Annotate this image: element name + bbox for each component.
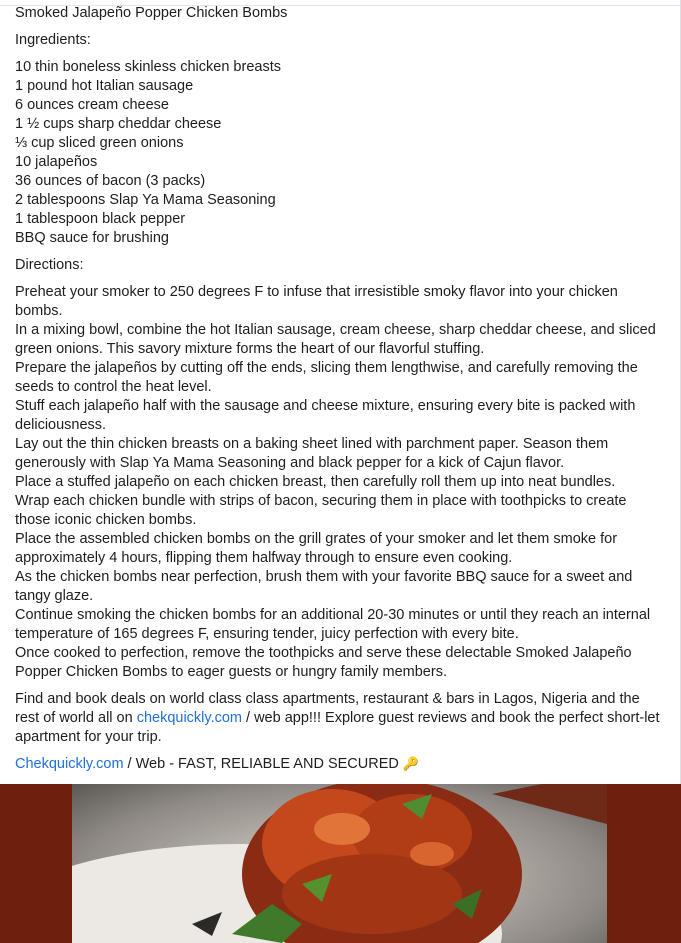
promo-text-after: / web app!!! Explore guest reviews and book the perfect short-let apartment for your trip. (15, 710, 660, 745)
promo-link[interactable]: chekquickly.com (136, 710, 242, 726)
promo-text-before: Find and book deals on world class class apartments, restaurant & bars in Lagos, Nigeria and the rest of world all on (15, 691, 640, 726)
footer-text: / Web - FAST, RELIABLE AND SECURED (123, 756, 403, 772)
list-item: ⅓ cup sliced green onions (15, 135, 184, 151)
directions-list (15, 283, 665, 682)
list-item: Lay out the thin chicken breasts on a baking sheet lined with parchment paper. Season them generously with Slap Ya Mama Seasoning and black pepper for a kick of Cajun flavor. (15, 436, 609, 471)
list-item: In a mixing bowl, combine the hot Italian sausage, cream cheese, sharp cheddar cheese, and sliced green onions. This savory mixture forms the heart of our flavorful stuffing. (15, 322, 656, 357)
ingredients-heading: Ingredients: (15, 32, 91, 48)
list-item: Wrap each chicken bundle with strips of bacon, securing them in place with toothpicks to create those iconic chicken bombs. (15, 493, 627, 528)
list-item: 1 pound hot Italian sausage (15, 78, 194, 94)
post-image-container[interactable] (0, 784, 681, 943)
list-item: Continue smoking the chicken bombs for an additional 20-30 minutes or until they reach an internal temperature of 165 degrees F, ensuring tender, juicy perfection with every bite. (15, 607, 651, 642)
post-title: Smoked Jalapeño Popper Chicken Bombs (15, 5, 288, 21)
list-item: Prepare the jalapeños by cutting off the ends, slicing them lengthwise, and carefully removing the seeds to control the heat level. (15, 360, 638, 395)
ingredients-list (15, 58, 665, 248)
list-item: 10 jalapeños (15, 154, 98, 170)
footer-line (15, 755, 665, 774)
footer-link[interactable]: Chekquickly.com (15, 756, 124, 772)
list-item: 36 ounces of bacon (3 packs) (15, 173, 206, 189)
list-item: 10 thin boneless skinless chicken breasts (15, 59, 281, 75)
list-item: BBQ sauce for brushing (15, 230, 169, 246)
list-item: Place the assembled chicken bombs on the grill grates of your smoker and let them smoke for approximately 4 hours, flipping them halfway through to ensure even cooking. (15, 531, 618, 566)
list-item: 6 ounces cream cheese (15, 97, 169, 113)
post-body (15, 4, 665, 774)
list-item: Once cooked to perfection, remove the toothpicks and serve these delectable Smoked Jalapeño Popper Chicken Bombs to eager guests or hungry family members. (15, 645, 632, 680)
list-item: Stuff each jalapeño half with the sausage and cheese mixture, ensuring every bite is packed with deliciousness. (15, 398, 636, 433)
list-item: As the chicken bombs near perfection, brush them with your favorite BBQ sauce for a sweet and tangy glaze. (15, 569, 633, 604)
key-icon: 🔑 (402, 757, 420, 772)
promo-paragraph (15, 690, 665, 747)
list-item: Place a stuffed jalapeño on each chicken breast, then carefully roll them up into neat bundles. (15, 474, 616, 490)
directions-heading: Directions: (15, 257, 84, 273)
chicken-photo-art (72, 784, 607, 943)
list-item: 1 ½ cups sharp cheddar cheese (15, 116, 222, 132)
chicken-photo[interactable] (72, 784, 607, 943)
list-item: Preheat your smoker to 250 degrees F to infuse that irresistible smoky flavor into your chicken bombs. (15, 284, 618, 319)
list-item: 2 tablespoons Slap Ya Mama Seasoning (15, 192, 276, 208)
list-item: 1 tablespoon black pepper (15, 211, 186, 227)
